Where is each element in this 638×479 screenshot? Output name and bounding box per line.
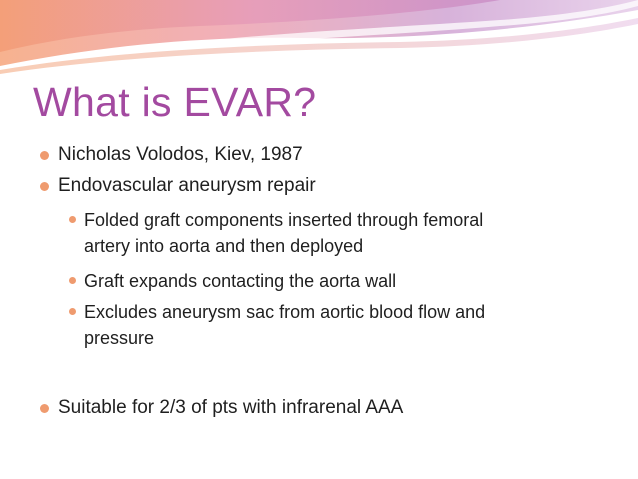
sub-bullet-line: pressure — [84, 328, 155, 348]
bullet-dot-icon — [40, 404, 49, 413]
bullet-dot-icon — [40, 182, 49, 191]
bullet-dot-icon — [40, 151, 49, 160]
bullet-text: Suitable for 2/3 of pts with infrarenal AAA — [58, 397, 404, 418]
bullet-text: Endovascular aneurysm repair — [58, 175, 316, 196]
sub-bullet-line: Folded graft components inserted through femoral — [84, 210, 484, 230]
slide-title: What is EVAR? — [33, 79, 317, 125]
sub-bullet-dot-icon — [69, 216, 76, 223]
sub-bullet-dot-icon — [69, 277, 76, 284]
bullet-text: Nicholas Volodos, Kiev, 1987 — [58, 144, 303, 165]
sub-bullet-line: Graft expands contacting the aorta wall — [84, 271, 397, 291]
sub-bullet-dot-icon — [69, 308, 76, 315]
sub-bullet-text — [84, 299, 485, 351]
sub-bullet-line: Excludes aneurysm sac from aortic blood flow and — [84, 302, 486, 322]
sub-bullet-line: artery into aorta and then deployed — [84, 236, 364, 256]
sub-bullet-text — [84, 268, 396, 294]
sub-bullet-text — [84, 207, 483, 259]
